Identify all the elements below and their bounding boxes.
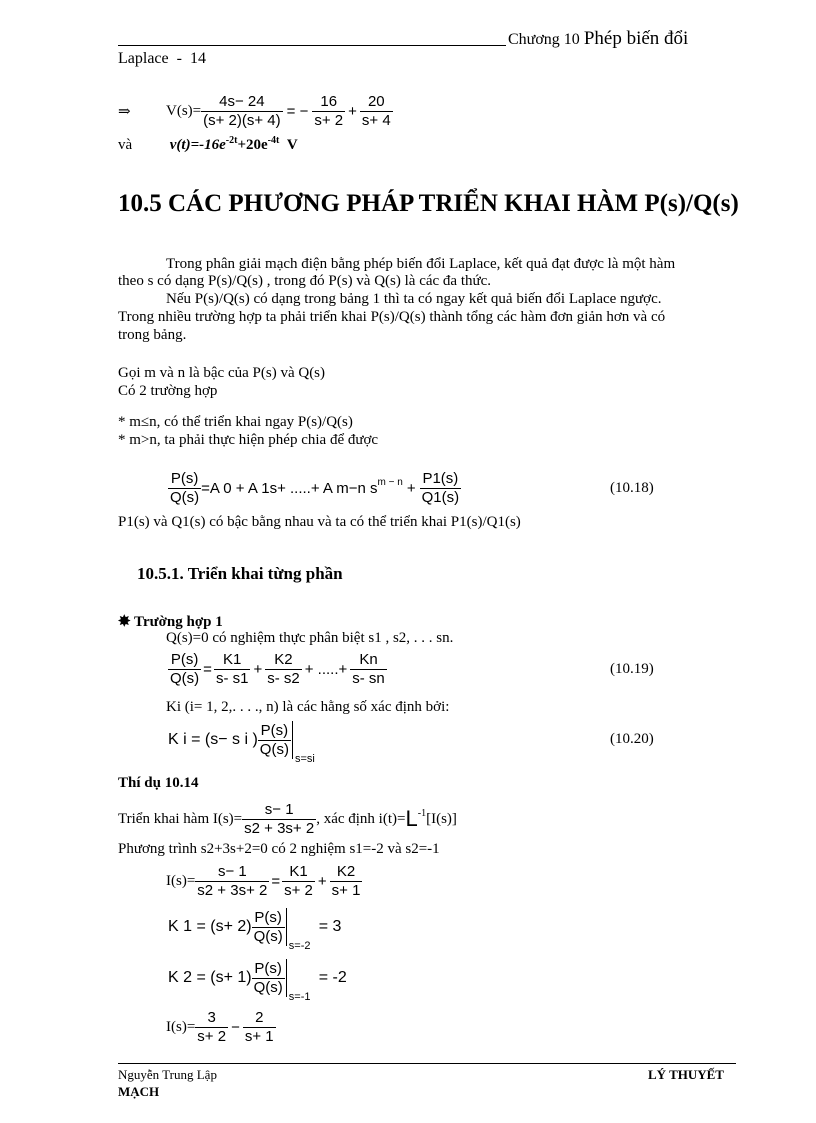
equation-is: I(s)= $\frac{s- 1}{s2 + 3s+ 2}$ = $\frac{K1}{s+ 2}$ + $\frac{K2}{s+ 1}$: [166, 862, 361, 899]
case-title: ✸ Trường hợp 1: [118, 614, 223, 630]
fraction: $\frac{P(s)}{Q(s)}$: [170, 650, 200, 687]
section-title: 10.5 CÁC PHƯƠNG PHÁP TRIỂN KHAI HÀM P(s)/Q(s): [118, 190, 739, 217]
fraction: $\frac{P(s)}{Q(s)}$: [253, 959, 283, 996]
text-line: Q(s)=0 có nghiệm thực phân biệt s1 , s2, . . . sn.: [166, 630, 454, 646]
fraction: $\frac{4s- 24}{(s+ 2)(s+ 4)}$: [203, 92, 281, 129]
footer-right: LÝ THUYẾT: [648, 1067, 724, 1082]
fraction: $\frac{K1}{s- s1}$: [215, 650, 249, 687]
header-line2: Laplace - 14: [118, 50, 206, 67]
fraction: $\frac{s- 1}{s2 + 3s+ 2}$: [244, 800, 315, 837]
bullet-item: * m≤n, có thể triển khai ngay P(s)/Q(s): [118, 414, 353, 430]
fraction: $\frac{K2}{s- s2}$: [267, 650, 300, 687]
equation-final: I(s)= $\frac{3}{s+ 2}$ − $\frac{2}{s+ 1}$: [166, 1008, 274, 1045]
equation-k1: K 1 = (s+ 2) $\frac{P(s)}{Q(s)}$ s=-2 = 3: [168, 908, 342, 952]
fraction: $\frac{P(s)}{Q(s)}$: [259, 721, 289, 758]
fraction: $\frac{16}{s+ 2}$: [314, 92, 344, 129]
fraction: $\frac{P(s)}{Q(s)}$: [253, 908, 283, 945]
evaluation-bar: s=-1: [286, 959, 319, 997]
fraction: $\frac{P1(s)}{Q1(s)}$: [421, 469, 460, 506]
equation-label: (10.19): [610, 661, 654, 677]
equation-10-20: K i = (s− s i ) $\frac{P(s)}{Q(s)}$ s=si: [168, 721, 315, 765]
fraction: $\frac{s- 1}{s2 + 3s+ 2}$: [197, 862, 268, 899]
fraction: $\frac{3}{s+ 2}$: [197, 1008, 227, 1045]
fraction: $\frac{2}{s+ 1}$: [244, 1008, 274, 1045]
fraction: $\frac{Kn}{s- sn}$: [352, 650, 385, 687]
text-line: Có 2 trường hợp: [118, 383, 218, 399]
equation-10-18: $\frac{P(s)}{Q(s)}$ =A 0 + A 1s+ .....+ A m−n s $^{m - n}$ + $\frac{P1(s)}{Q1(s)}$: [170, 469, 460, 506]
page-number: 14: [189, 50, 206, 67]
example-line: Triển khai hàm I(s)= $\frac{s- 1}{s2 + 3s+ 2}$ , xác định i(t)= L $^{-1}$ [I(s)]: [118, 800, 457, 837]
subsection-title: 10.5.1. Triển khai từng phần: [137, 564, 343, 583]
footer-author: Nguyễn Trung Lập: [118, 1067, 217, 1082]
header-chapter: Chương 10 Phép biến đổi: [508, 28, 689, 49]
equation-label: (10.20): [610, 731, 654, 747]
vt-line: và $v(t)=-16e^{-2t}+20e^{-4t}$ V: [118, 135, 298, 153]
equation-vs: ⇒ V(s)= $\frac{4s- 24}{(s+ 2)(s+ 4)}$ = − $\frac{16}{s+ 2}$ + $\frac{20}{s+ 4}$: [118, 92, 391, 129]
fraction: $\frac{K1}{s+ 2}$: [284, 862, 313, 899]
bullet-item: * m>n, ta phải thực hiện phép chia để được: [118, 432, 379, 448]
equation-label: (10.18): [610, 480, 654, 496]
fraction: $\frac{K2}{s+ 1}$: [331, 862, 361, 899]
evaluation-bar: s=si: [292, 721, 293, 759]
example-title: Thí dụ 10.14: [118, 775, 199, 791]
paragraph-text: Nếu P(s)/Q(s) có dạng trong bảng 1 thì ta có ngay kết quả biến đổi Laplace ngược.: [166, 291, 662, 307]
text-line: Phương trình s2+3s+2=0 có 2 nghiệm s1=-2 và s2=-1: [118, 841, 440, 857]
text-line: P1(s) và Q1(s) có bậc bằng nhau và ta có thể triển khai P1(s)/Q1(s): [118, 514, 521, 530]
paragraph-text: Trong nhiều trường hợp ta phải triển khai P(s)/Q(s) thành tổng các hàm đơn giản hơn và có: [118, 309, 666, 325]
fraction: $\frac{20}{s+ 4}$: [361, 92, 391, 129]
fraction: $\frac{P(s)}{Q(s)}$: [170, 469, 200, 506]
footer-rule: [118, 1063, 736, 1064]
paragraph-text: Trong phân giải mạch điện bằng phép biến đổi Laplace, kết quả đạt được là một hàm: [166, 256, 676, 272]
header-rule: [118, 45, 506, 46]
footer-second: MẠCH: [118, 1084, 160, 1099]
equation-10-19: $\frac{P(s)}{Q(s)}$ = $\frac{K1}{s- s1}$ + $\frac{K2}{s- s2}$ + .....+ $\frac{Kn}{s- sn}$: [170, 650, 385, 687]
text-line: Ki (i= 1, 2,. . . ., n) là các hằng số xác định bởi:: [166, 699, 450, 715]
text-line: Gọi m và n là bậc của P(s) và Q(s): [118, 365, 326, 381]
paragraph-text: theo s có dạng P(s)/Q(s) , trong đó P(s) và Q(s) là các đa thức.: [118, 273, 492, 289]
paragraph-text: trong bảng.: [118, 327, 187, 343]
evaluation-bar: s=-2: [286, 908, 319, 946]
equation-k2: K 2 = (s+ 1) $\frac{P(s)}{Q(s)}$ s=-1 = -2: [168, 959, 347, 1003]
